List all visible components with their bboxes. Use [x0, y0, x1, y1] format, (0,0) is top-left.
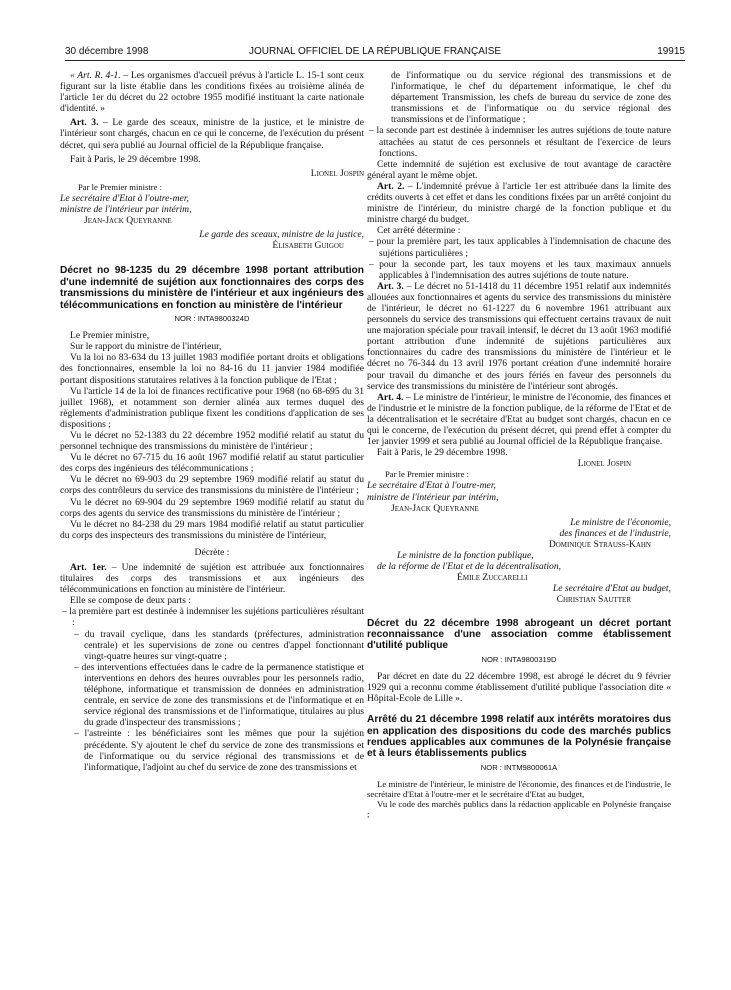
part-2: – la seconde part est destinée à indemniser les autres sujétions de toute nature attachées au statut de ces personnels et résultant de l'exercice de leurs fonctions. — [369, 125, 671, 159]
vu-clause: Vu l'article 14 de la loi de finances rectificative pour 1968 (no 68-695 du 31 juillet 1968), et notamment son dernier alinéa aux termes duquel des règlements d'administration publique fixent les conditions d'application de ses dispositions ; — [60, 385, 364, 430]
sub-item: – l'astreinte : les bénéficiaires sont les mêmes que pour la sujétion précédente. S'y ajoutent le chef du service de zone des transmissions et de l'informatique ou du service régional des transmissions et de l'informatique, l'adjoint au chef du service de zone des transmissions et — [74, 728, 364, 773]
header-page-number: 19915 — [657, 46, 685, 57]
article-1: Art. 1er. – Une indemnité de sujétion est attribuée aux fonctionnaires titulaires des corps des transmissions et aux ingénieurs des télécommunications en fonction au ministère de l'intérieur. — [60, 562, 364, 596]
signature-name: Lionel Jospin — [577, 458, 631, 470]
decree-title: Décret no 98-1235 du 29 décembre 1998 portant attribution d'une indemnité de sujétion aux fonctionnaires des corps des transmissions du ministère de l'intérieur et aux ingénieurs des télécommunications en fonction au ministère de l'intérieur — [60, 265, 364, 311]
signature-role: Le secrétaire d'Etat à l'outre-mer, — [367, 480, 496, 492]
article-3: Art. 3. – Le garde des sceaux, ministre de la justice, et le ministre de l'intérieur sont chargés, chacun en ce qui le concerne, de l'exécution du présent décret, qui sera publié au Journal officiel de la République française. — [60, 117, 364, 151]
vu-clause: Vu la loi no 83-634 du 13 juillet 1983 modifiée portant droits et obligations des fonctionnaires, ensemble la loi no 84-16 du 11 janvier 1984 modifiée portant dispositions statutaires relatives à la fonction publique de l'Etat ; — [60, 352, 364, 386]
signature-par: Par le Premier ministre : — [78, 181, 163, 192]
signature-name: Jean-Jack Queyranne — [391, 502, 479, 514]
deux-parts: Elle se compose de deux parts : — [70, 595, 191, 607]
article-2: Art. 2. – L'indemnité prévue à l'article 1er est attribuée dans la limite des crédits ouverts à cet effet et dans les conditions fixées par un arrêté conjoint du ministre de l'intérieur, du ministre chargé de la fonction publique et du ministre chargé du budget. — [367, 180, 671, 226]
arrete-determine: Cet arrêté détermine : — [377, 225, 461, 237]
exclusive-clause: Cette indemnité de sujétion est exclusive de tout avantage de caractère général ayant le même objet. — [367, 158, 671, 181]
signature-role: Le ministre de la fonction publique, — [397, 550, 534, 562]
signature-role: des finances et de l'industrie, — [559, 527, 671, 539]
signature-role: Le secrétaire d'Etat à l'outre-mer, — [60, 192, 189, 204]
continued-text: de l'informatique ou du service régional des transmissions et de l'informatique, le chef du département informatique, le chef du département Transmission, les chefs de bureau du service de zone des transmissions et de l'informatique ou du service régional des transmissions et de l'informatique ; — [391, 70, 671, 126]
arrete-title: Arrêté du 21 décembre 1998 relatif aux intérêts moratoires dus en application des dispositions du code des marchés publics rendues applicables aux communes de la Polynésie française et à leurs établissements publics — [367, 714, 671, 760]
sub-item: – des interventions effectuées dans le cadre de la permanence statistique et interventions en dehors des heures ouvrables pour les personnels radio, téléphone, informatique et transmission de données en administration centrale, en service de zone des transmissions et de l'informatique et en service régional des transmissions et de l'informatique, titulaires au plus du grade d'inspecteur des transmissions ; — [74, 661, 364, 729]
left-column — [60, 70, 364, 773]
fait-a-paris: Fait à Paris, le 29 décembre 1998. — [70, 153, 201, 165]
signature-name: Christian Sautter — [556, 594, 631, 606]
decree-2-text: Par décret en date du 22 décembre 1998, est abrogé le décret du 9 février 1929 qui a reconnu comme établissement d'utilité publique l'association dite « Hôpital-Ecole de Lille ». — [367, 670, 671, 704]
signature-name: Lionel Jospin — [310, 167, 364, 179]
decree-nor: NOR : INTA9800324D — [174, 314, 250, 324]
determine-item: – pour la première part, les taux applicables à l'indemnisation de chacune des sujétions particulières ; — [369, 236, 671, 259]
decree-2-title: Décret du 22 décembre 1998 abrogeant un décret portant reconnaissance d'une association comme établissement d'utilité publique — [367, 617, 671, 652]
part-1: – la première part est destinée à indemniser les sujétions particulières résultant : — [62, 606, 364, 629]
header-journal-title: JOURNAL OFFICIEL DE LA RÉPUBLIQUE FRANÇAISE — [248, 46, 502, 57]
vu-clause: Vu le décret no 69-904 du 29 septembre 1969 modifié relatif au statut du corps des agents du service des transmissions du ministère de l'intérieur ; — [60, 496, 364, 519]
signature-name: Élisabeth Guigou — [272, 240, 344, 252]
signature-par: Par le Premier ministre : — [385, 469, 470, 480]
vu-clause: Vu le décret no 52-1383 du 22 décembre 1952 modifié relatif au statut du personnel technique des transmissions du ministère de l'intérieur ; — [60, 429, 364, 453]
signature-name: Dominique Strauss-Kahn — [548, 538, 651, 550]
article-r41: « Art. R. 4-1. – Les organismes d'accueil prévus à l'article L. 15-1 sont ceux figurant sur la liste établie dans les conditions fixées au troisième alinéa de l'article 1er du décret du 22 octobre 1955 modifié instituant la carte nationale d'identité. » — [60, 70, 364, 115]
signature-name: Jean-Jack Queyranne — [84, 215, 172, 227]
vu-clause: Vu le décret no 69-903 du 29 septembre 1969 modifié relatif au statut du corps des contrôleurs du service des transmissions du ministère de l'intérieur ; — [60, 474, 364, 497]
fait-a-paris: Fait à Paris, le 29 décembre 1998. — [377, 447, 508, 459]
sub-item: – du travail cyclique, dans les standards (préfectures, administration centrale) et les supervisions de zone ou centres d'appel fonctionnant vingt-quatre heures sur vingt-quatre ; — [74, 628, 364, 662]
signature-role: ministre de l'intérieur par intérim, — [60, 204, 192, 216]
signature-role: Le ministre de l'économie, — [570, 516, 671, 528]
arrete-nor: NOR : INTM9800061A — [480, 762, 558, 772]
article-3b: Art. 3. – Le décret no 51-1418 du 11 décembre 1951 relatif aux indemnités allouées aux fonctionnaires et agents du service des transmissions du ministère de l'intérieur, le décret no 61-1227 du 6 novembre 1961 attribuant aux personnels du service des transmissions qui effectuent certains travaux de nuit une majoration spéciale pour travail intensif, le décret du 13 août 1963 modifié portant attribution d'une indemnité de sujétions particulières aux fonctionnaires du cadre des transmissions du ministère de l'intérieur et le décret no 76-344 du 13 avril 1976 portant création d'une indemnité horaire pour travail du dimanche et des jours fériés en faveur des personnels du service des transmissions du ministère de l'intérieur sont abrogés. — [367, 280, 672, 392]
decrete: Décrète : — [194, 546, 230, 558]
determine-item: – pour la seconde part, les taux moyens et les taux maximaux annuels applicables à l'indemnisation des autres sujétions de toute nature. — [369, 258, 671, 281]
premier-ministre: Le Premier ministre, — [70, 330, 150, 342]
article-4: Art. 4. – Le ministre de l'intérieur, le ministre de l'économie, des finances et de l'industrie et le ministre de la fonction publique, de la réforme de l'Etat et de la décentralisation et le secrétaire d'Etat au budget sont chargés, chacun en ce qui le concerne, de l'exécution du présent décret, qui prend effet à compter du 1er janvier 1999 et sera publié au Journal officiel de la République française. — [367, 391, 672, 448]
signature-role: ministre de l'intérieur par intérim, — [367, 491, 499, 503]
page-header — [65, 46, 685, 60]
signature-name: Émile Zuccarelli — [457, 572, 528, 584]
right-column — [367, 70, 671, 820]
signature-role: Le garde des sceaux, ministre de la justice, — [199, 229, 364, 241]
vu-clause: Vu le décret no 67-715 du 16 août 1967 modifié relatif au statut particulier des corps des ingénieurs des télécommunications ; — [60, 452, 364, 475]
sur-le-rapport: Sur le rapport du ministre de l'intérieur, — [70, 341, 222, 353]
vu-clause: Vu le décret no 84-238 du 29 mars 1984 modifié relatif au statut particulier du corps des inspecteurs des transmissions du ministère de l'intérieur, — [60, 518, 364, 541]
arrete-text: Le ministre de l'intérieur, le ministre de l'économie, des finances et de l'industrie, le secrétaire d'Etat à l'outre-mer et le secrétaire d'Etat au budget, — [367, 778, 671, 800]
signature-role: Le secrétaire d'Etat au budget, — [552, 583, 671, 595]
header-date: 30 décembre 1998 — [65, 46, 149, 57]
signature-role: de la réforme de l'Etat et de la décentralisation, — [377, 561, 562, 573]
header-rule — [65, 60, 685, 61]
decree-2-nor: NOR : INTA9800319D — [481, 654, 557, 664]
arrete-text: Vu le code des marchés publics dans la rédaction applicable en Polynésie française ; — [367, 799, 671, 820]
